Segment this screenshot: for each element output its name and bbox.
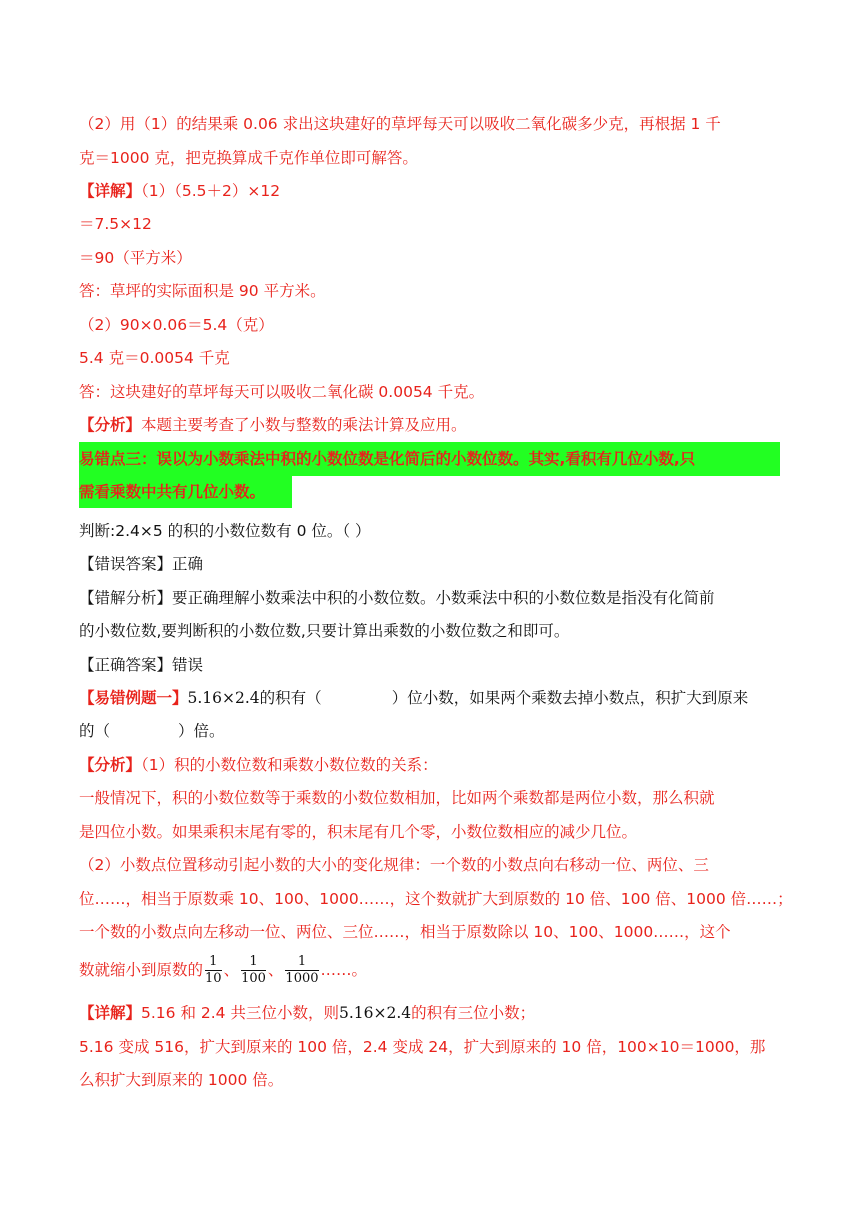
text-span: ）位小数，如果两个乘数去掉小数点，积扩大到原来: [391, 689, 749, 707]
text-line: 5.4 克＝0.0054 千克: [79, 349, 230, 367]
fraction: [205, 954, 222, 987]
highlight-text: 需看乘数中共有几位小数。: [79, 483, 266, 501]
text-line: 答：这块建好的草坪每天可以吸收二氧化碳 0.0054 千克。: [79, 383, 485, 401]
analysis-line: [79, 415, 784, 435]
correct-answer-line: 【正确答案】错误: [79, 656, 204, 674]
text-line: 5.16 变成 516，扩大到原来的 100 倍，2.4 变成 24，扩大到原来的 10 倍，100×10＝1000，那: [79, 1038, 766, 1056]
example-question-line: [79, 688, 784, 708]
text-span: 的积有（: [259, 689, 322, 707]
separator: 、: [223, 961, 240, 979]
fraction-denominator: 100: [241, 971, 266, 986]
text-line: （2）小数点位置移动引起小数的大小的变化规律：一个数的小数点向右移动一位、两位、三: [79, 856, 709, 874]
text-line: ＝7.5×12: [79, 215, 152, 233]
fraction: [285, 954, 318, 987]
question-line: 判断:2.4×5 的积的小数位数有 0 位。（ ）: [79, 522, 371, 540]
text-span: 的积有三位小数；: [411, 1004, 536, 1022]
text-line: （2）用（1）的结果乘 0.06 求出这块建好的草坪每天可以吸收二氧化碳多少克，再根据 1 千: [79, 115, 721, 133]
wrong-answer-line: 【错误答案】正确: [79, 555, 204, 573]
text-span: 5.16 和 2.4 共三位小数，则: [141, 1004, 339, 1022]
error-analysis-line: 【错解分析】要正确理解小数乘法中积的小数位数。小数乘法中积的小数位数是指没有化简前: [79, 589, 715, 607]
fraction-denominator: 1000: [285, 971, 319, 986]
text-span: 本题主要考查了小数与整数的乘法计算及应用。: [141, 416, 467, 434]
analysis-tag: 【分析】: [79, 416, 142, 434]
text-line: 答：草坪的实际面积是 90 平方米。: [79, 282, 326, 300]
text-line: 位……，相当于原数乘 10、100、1000……，这个数就扩大到原数的 10 倍、100 倍、1000 倍……；: [79, 890, 793, 908]
fraction: [241, 954, 266, 987]
fraction-numerator: 1: [241, 954, 266, 971]
math-expression: 5.16×2.4: [338, 1004, 412, 1022]
text-line: 一般情况下，积的小数位数等于乘数的小数位数相加，比如两个乘数都是两位小数，那么积就: [79, 789, 715, 807]
detail-tag: 【详解】: [79, 1004, 142, 1022]
highlight-text: 易错点三：误以为小数乘法中积的小数位数是化简后的小数位数。其实,看积有几位小数,只: [79, 450, 696, 468]
detail-heading-line: [79, 1003, 784, 1023]
fraction-line: [79, 952, 784, 988]
fraction-denominator: 10: [205, 971, 222, 986]
text-span: ……。: [320, 961, 368, 979]
text-line: （2）90×0.06＝5.4（克）: [79, 316, 274, 334]
fraction-numerator: 1: [285, 954, 318, 971]
text-line: 克＝1000 克，把克换算成千克作单位即可解答。: [79, 149, 418, 167]
detail-tag: 【详解】: [79, 182, 142, 200]
text-line: 是四位小数。如果乘积末尾有零的，积末尾有几个零，小数位数相应的减少几位。: [79, 823, 638, 841]
analysis-tag: 【分析】: [79, 756, 142, 774]
text-span: ）倍。: [178, 722, 225, 740]
text-line: ＝90（平方米）: [79, 249, 192, 267]
text-span: 的（: [79, 722, 111, 740]
fraction-numerator: 1: [205, 954, 222, 971]
example-tag: 【易错例题一】: [79, 689, 188, 707]
error-analysis-line: 的小数位数,要判断积的小数位数,只要计算出乘数的小数位数之和即可。: [79, 622, 570, 640]
detail-heading-line: [79, 181, 784, 201]
text-span: （1）积的小数位数和乘数小数位数的关系：: [141, 756, 438, 774]
text-line: 一个数的小数点向左移动一位、两位、三位……，相当于原数除以 10、100、1000……，这个: [79, 923, 731, 941]
text-line: 么积扩大到原来的 1000 倍。: [79, 1071, 284, 1089]
math-expression: 5.16×2.4: [187, 689, 260, 707]
text-span: （1）（5.5＋2）×12: [141, 182, 281, 200]
separator: 、: [267, 961, 284, 979]
analysis-heading-line: [79, 755, 784, 775]
example-question-line: [79, 721, 784, 741]
text-span: 数就缩小到原数的: [79, 961, 204, 979]
